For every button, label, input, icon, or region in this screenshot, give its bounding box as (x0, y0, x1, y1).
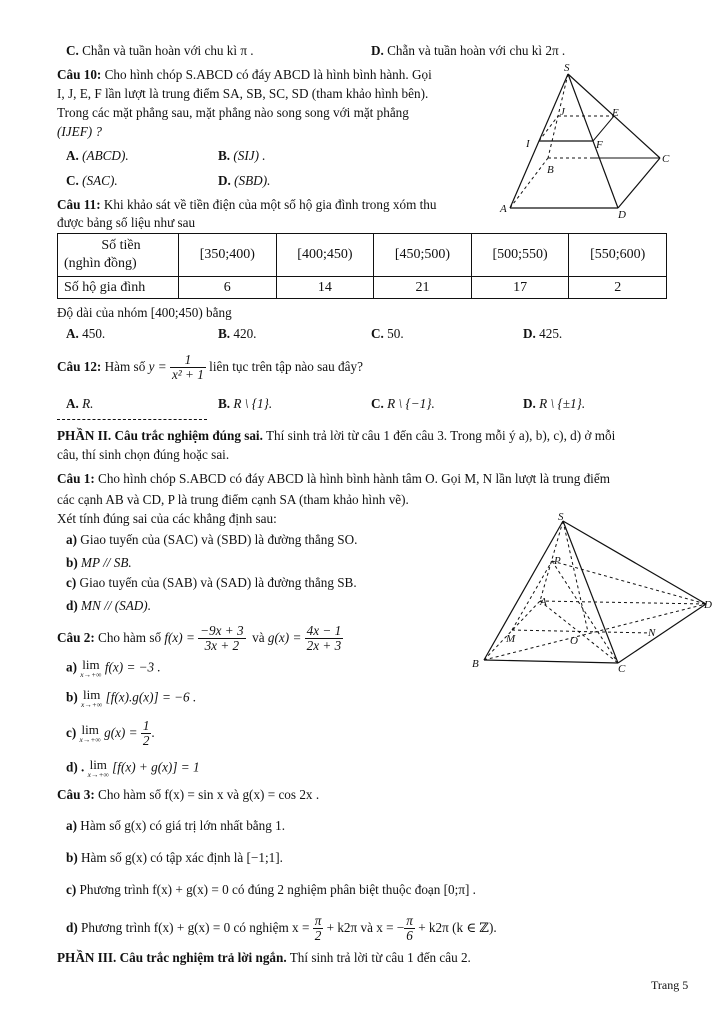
fig2-label-d: D (704, 599, 712, 611)
fig2-label-o: O (570, 635, 578, 647)
p2q1-item-b: b) MP // SB. (66, 555, 132, 570)
table-cell: 17 (471, 277, 569, 299)
q9-option-d: D. Chẵn và tuần hoàn với chu kì 2π . (371, 43, 566, 58)
q10-option-c: C. (SAC). (66, 173, 118, 188)
table-header-households: Số hộ gia đình (58, 277, 179, 299)
table-cell: 6 (179, 277, 277, 299)
p2q3-item-b: b) Hàm số g(x) có tập xác định là [−1;1]. (66, 850, 283, 865)
p2q2-item-b: b) lim x→+∞ [f(x).g(x)] = −6 . (66, 687, 197, 709)
q12-option-b: B. R \ {1}. (218, 396, 273, 411)
table-cell: [450;500) (374, 234, 472, 277)
fig2-label-s: S (558, 511, 564, 523)
q10-line2: I, J, E, F lần lượt là trung điểm SA, SB, SC, SD (tham khảo hình bên). (57, 86, 429, 101)
p2q1-line2: các cạnh AB và CD, P là trung điểm cạnh SA (tham khảo hình vẽ). (57, 492, 409, 507)
fig-label-f: F (596, 139, 603, 151)
p2q1-item-d: d) MN // (SAD). (66, 598, 151, 613)
p2q2-stem: Câu 2: Cho hàm số f(x) = $\frac{-9x + 3}{3x + 2}$ và g(x) = $\frac{4x - 1}{2x + 3}$ (57, 623, 342, 654)
part3-header: PHẦN III. Câu trắc nghiệm trả lời ngắn. Thí sinh trả lời từ câu 1 đến câu 2. (57, 950, 471, 965)
table-cell: 21 (374, 277, 472, 299)
fig2-label-p: P (554, 555, 561, 567)
q10-line4: (IJEF) ? (57, 124, 103, 139)
fig2-label-b: B (472, 658, 479, 670)
fig-label-a: A (500, 203, 507, 215)
q11-question: Độ dài của nhóm [400;450) bằng (57, 305, 232, 320)
fig-label-e: E (612, 107, 619, 119)
p2q2-item-c: c) lim x→+∞ g(x) = $\frac{1}{2}$ . (66, 718, 155, 749)
p2q1-item-a: a) Giao tuyến của (SAC) và (SBD) là đường thẳng SO. (66, 532, 358, 547)
p2q2-item-a: a) lim x→+∞ f(x) = −3 . (66, 657, 161, 679)
p2q1-item-c: c) Giao tuyến của (SAB) và (SAD) là đường thẳng SB. (66, 575, 357, 590)
p2q1-line1: Câu 1: Cho hình chóp S.ABCD có đáy ABCD là hình bình hành tâm O. Gọi M, N lần lượt là trung điểm (57, 471, 610, 486)
fig-label-s: S (564, 62, 570, 74)
q11-line1: Câu 11: Khi khảo sát về tiền điện của một số hộ gia đình trong xóm thu (57, 197, 437, 212)
q12-option-a: A. R. (66, 396, 94, 411)
p2q2-f-fraction: $\frac{-9x + 3}{3x + 2}$ (200, 623, 244, 654)
p2q1-line3: Xét tính đúng sai của các khẳng định sau: (57, 511, 277, 526)
table-row (58, 277, 667, 299)
q12-option-d: D. R \ {±1}. (523, 396, 586, 411)
table-cell: [400;450) (276, 234, 374, 277)
q12-option-c: C. R \ {−1}. (371, 396, 435, 411)
part2-header: PHẦN II. Câu trắc nghiệm đúng sai. Thí sinh trả lời từ câu 1 đến câu 3. Trong mỗi ý a), b), c), d) ở mỗi (57, 428, 616, 443)
table-cell: [550;600) (569, 234, 667, 277)
table-cell: 2 (569, 277, 667, 299)
q10-option-b: B. (SIJ) . (218, 148, 266, 163)
p2q3-stem: Câu 3: Cho hàm số f(x) = sin x và g(x) = cos 2x . (57, 787, 320, 802)
p2q1-pyramid-figure (470, 512, 720, 677)
page-number: Trang 5 (651, 978, 689, 992)
fig2-label-c: C (618, 663, 626, 675)
fig-label-b: B (547, 164, 554, 176)
fig-label-i: I (526, 138, 530, 150)
p2q2-item-d: d) . lim x→+∞ [f(x) + g(x)] = 1 (66, 757, 200, 779)
q10-line1: Câu 10: Cho hình chóp S.ABCD có đáy ABCD là hình bình hành. Gọi (57, 67, 432, 82)
q11-option-c: C. 50. (371, 326, 404, 341)
p2q3-item-c: c) Phương trình f(x) + g(x) = 0 có đúng 2 nghiệm phân biệt thuộc đoạn [0;π] . (66, 882, 476, 897)
p2q3-item-d: d) Phương trình f(x) + g(x) = 0 có nghiệm x = $\frac{\pi}{2}$ + k2π và x = − $\frac{\pi}{6}$ + k2π (k ∈ ℤ). (66, 913, 497, 944)
fig2-label-m: M (506, 633, 516, 645)
fig-label-j: J (560, 106, 565, 118)
q10-line3: Trong các mặt phẳng sau, mặt phẳng nào song song với mặt phẳng (57, 105, 409, 120)
q11-data-table (57, 233, 667, 299)
fig-label-d: D (618, 209, 626, 221)
table-row (58, 234, 667, 277)
q11-line2: được bảng số liệu như sau (57, 215, 196, 230)
fig2-label-a: A (540, 596, 547, 608)
q11-option-a: A. 450. (66, 326, 106, 341)
q10-option-d: D. (SBD). (218, 173, 271, 188)
q11-option-d: D. 425. (523, 326, 563, 341)
table-cell: [350;400) (179, 234, 277, 277)
section-divider (57, 419, 207, 420)
q10-option-a: A. (ABCD). (66, 148, 129, 163)
p2q3-item-a: a) Hàm số g(x) có giá trị lớn nhất bằng 1. (66, 818, 286, 833)
p2q2-g-fraction: $\frac{4x - 1}{2x + 3}$ (306, 623, 342, 654)
q12-fraction: $\frac{1}{\text{x² + 1}}$ (171, 352, 204, 383)
table-cell: [500;550) (471, 234, 569, 277)
part2-intro: câu, thí sinh chọn đúng hoặc sai. (57, 447, 230, 462)
q10-pyramid-figure (490, 62, 690, 222)
fig-label-c: C (662, 153, 670, 165)
table-cell: 14 (276, 277, 374, 299)
q12-stem: Câu 12: Hàm số y = $\frac{1}{\text{x² + 1}}$ liên tục trên tập nào sau đây? (57, 352, 363, 383)
table-header-money: Số tiền (nghìn đồng) (58, 234, 179, 277)
q9-option-c: C. Chẵn và tuần hoàn với chu kì π . (66, 43, 254, 58)
fig2-label-n: N (648, 627, 656, 639)
q11-option-b: B. 420. (218, 326, 257, 341)
